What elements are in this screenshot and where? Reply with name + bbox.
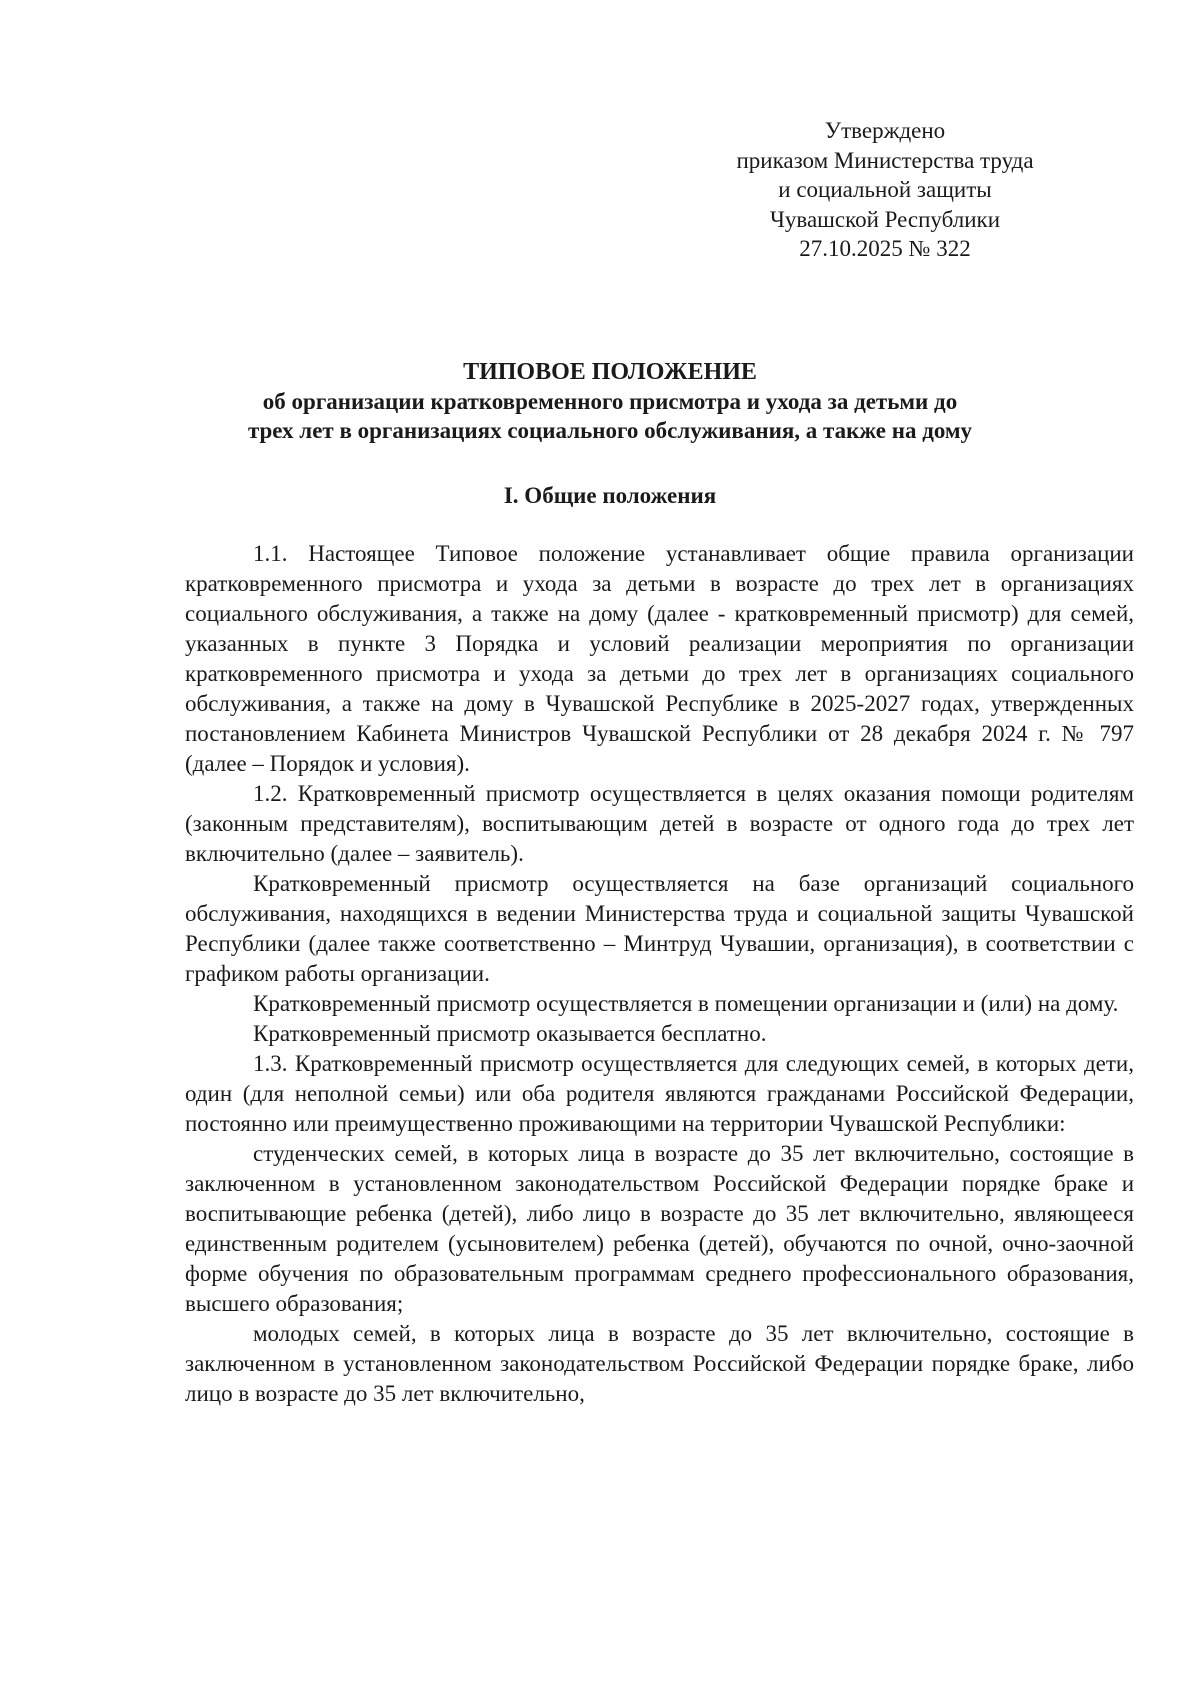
approval-stamp (700, 116, 1070, 264)
document-title (180, 358, 1040, 445)
paragraph-location: Кратковременный присмотр осуществляется в помещении организации и (или) на дому. (253, 991, 1119, 1016)
paragraph-1-2: 1.2. Кратковременный присмотр осуществляется в целях оказания помощи родителям (законным представителям), воспитывающим детей в возрасте от одного года до трех лет включительно (далее – заявитель). (185, 781, 1134, 866)
paragraph-young-families: молодых семей, в которых лица в возрасте до 35 лет включительно, состоящие в заключенном в установленном законодательством Российской Федерации порядке браке, либо лицо в возрасте до 35 лет включительно, (185, 1321, 1134, 1406)
approval-line-2: приказом Министерства труда (736, 147, 1034, 173)
approval-line-4: Чувашской Республики (769, 206, 1001, 232)
document-body (185, 539, 1134, 1409)
paragraph-1-3: 1.3. Кратковременный присмотр осуществляется для следующих семей, в которых дети, один (для неполной семьи) или оба родителя являются гражданами Российской Федерации, постоянно или преимущественно проживающими на территории Чувашской Республики: (185, 1051, 1134, 1136)
approval-date-number: 27.10.2025 № 322 (799, 236, 971, 261)
main-title: ТИПОВОЕ ПОЛОЖЕНИЕ (463, 359, 757, 385)
paragraph-organizations: Кратковременный присмотр осуществляется на базе организаций социального обслуживания, находящихся в ведении Министерства труда и социальной защиты Чувашской Республики (далее также соответственно – Минтруд Чувашии, организация), в соответствии с графиком работы организации. (185, 871, 1134, 986)
subtitle-line-2: трех лет в организациях социального обслуживания, а также на дому (247, 418, 973, 443)
paragraph-free: Кратковременный присмотр оказывается бесплатно. (253, 1021, 767, 1046)
paragraph-student-families: студенческих семей, в которых лица в возрасте до 35 лет включительно, состоящие в заключенном в установленном законодательством Российской Федерации порядке браке и воспитывающие ребенка (детей), либо лицо в возрасте до 35 лет включительно, являющееся единственным родителем (усыновителем) ребенка (детей), обучаются по очной, очно-заочной форме обучения по образовательным программам среднего профессионального образования, высшего образования; (185, 1141, 1134, 1316)
section-heading: I. Общие положения (503, 483, 717, 508)
approval-line-3: и социальной защиты (778, 177, 992, 202)
approval-line-1: Утверждено (824, 118, 946, 143)
paragraph-1-1: 1.1. Настоящее Типовое положение устанавливает общие правила организации кратковременного присмотра и ухода за детьми в возрасте до трех лет в организациях социального обслуживания, а также на дому (далее - кратковременный присмотр) для семей, указанных в пункте 3 Порядка и условий реализации мероприятия по организации кратковременного присмотра и ухода за детьми до трех лет в организациях социального обслуживания, а также на дому в Чувашской Республике в 2025-2027 годах, утвержденных постановлением Кабинета Министров Чувашской Республики от 28 декабря 2024 г. № 797 (далее – Порядок и условия). (185, 541, 1134, 776)
subtitle-line-1: об организации кратковременного присмотра и ухода за детьми до (262, 389, 958, 414)
